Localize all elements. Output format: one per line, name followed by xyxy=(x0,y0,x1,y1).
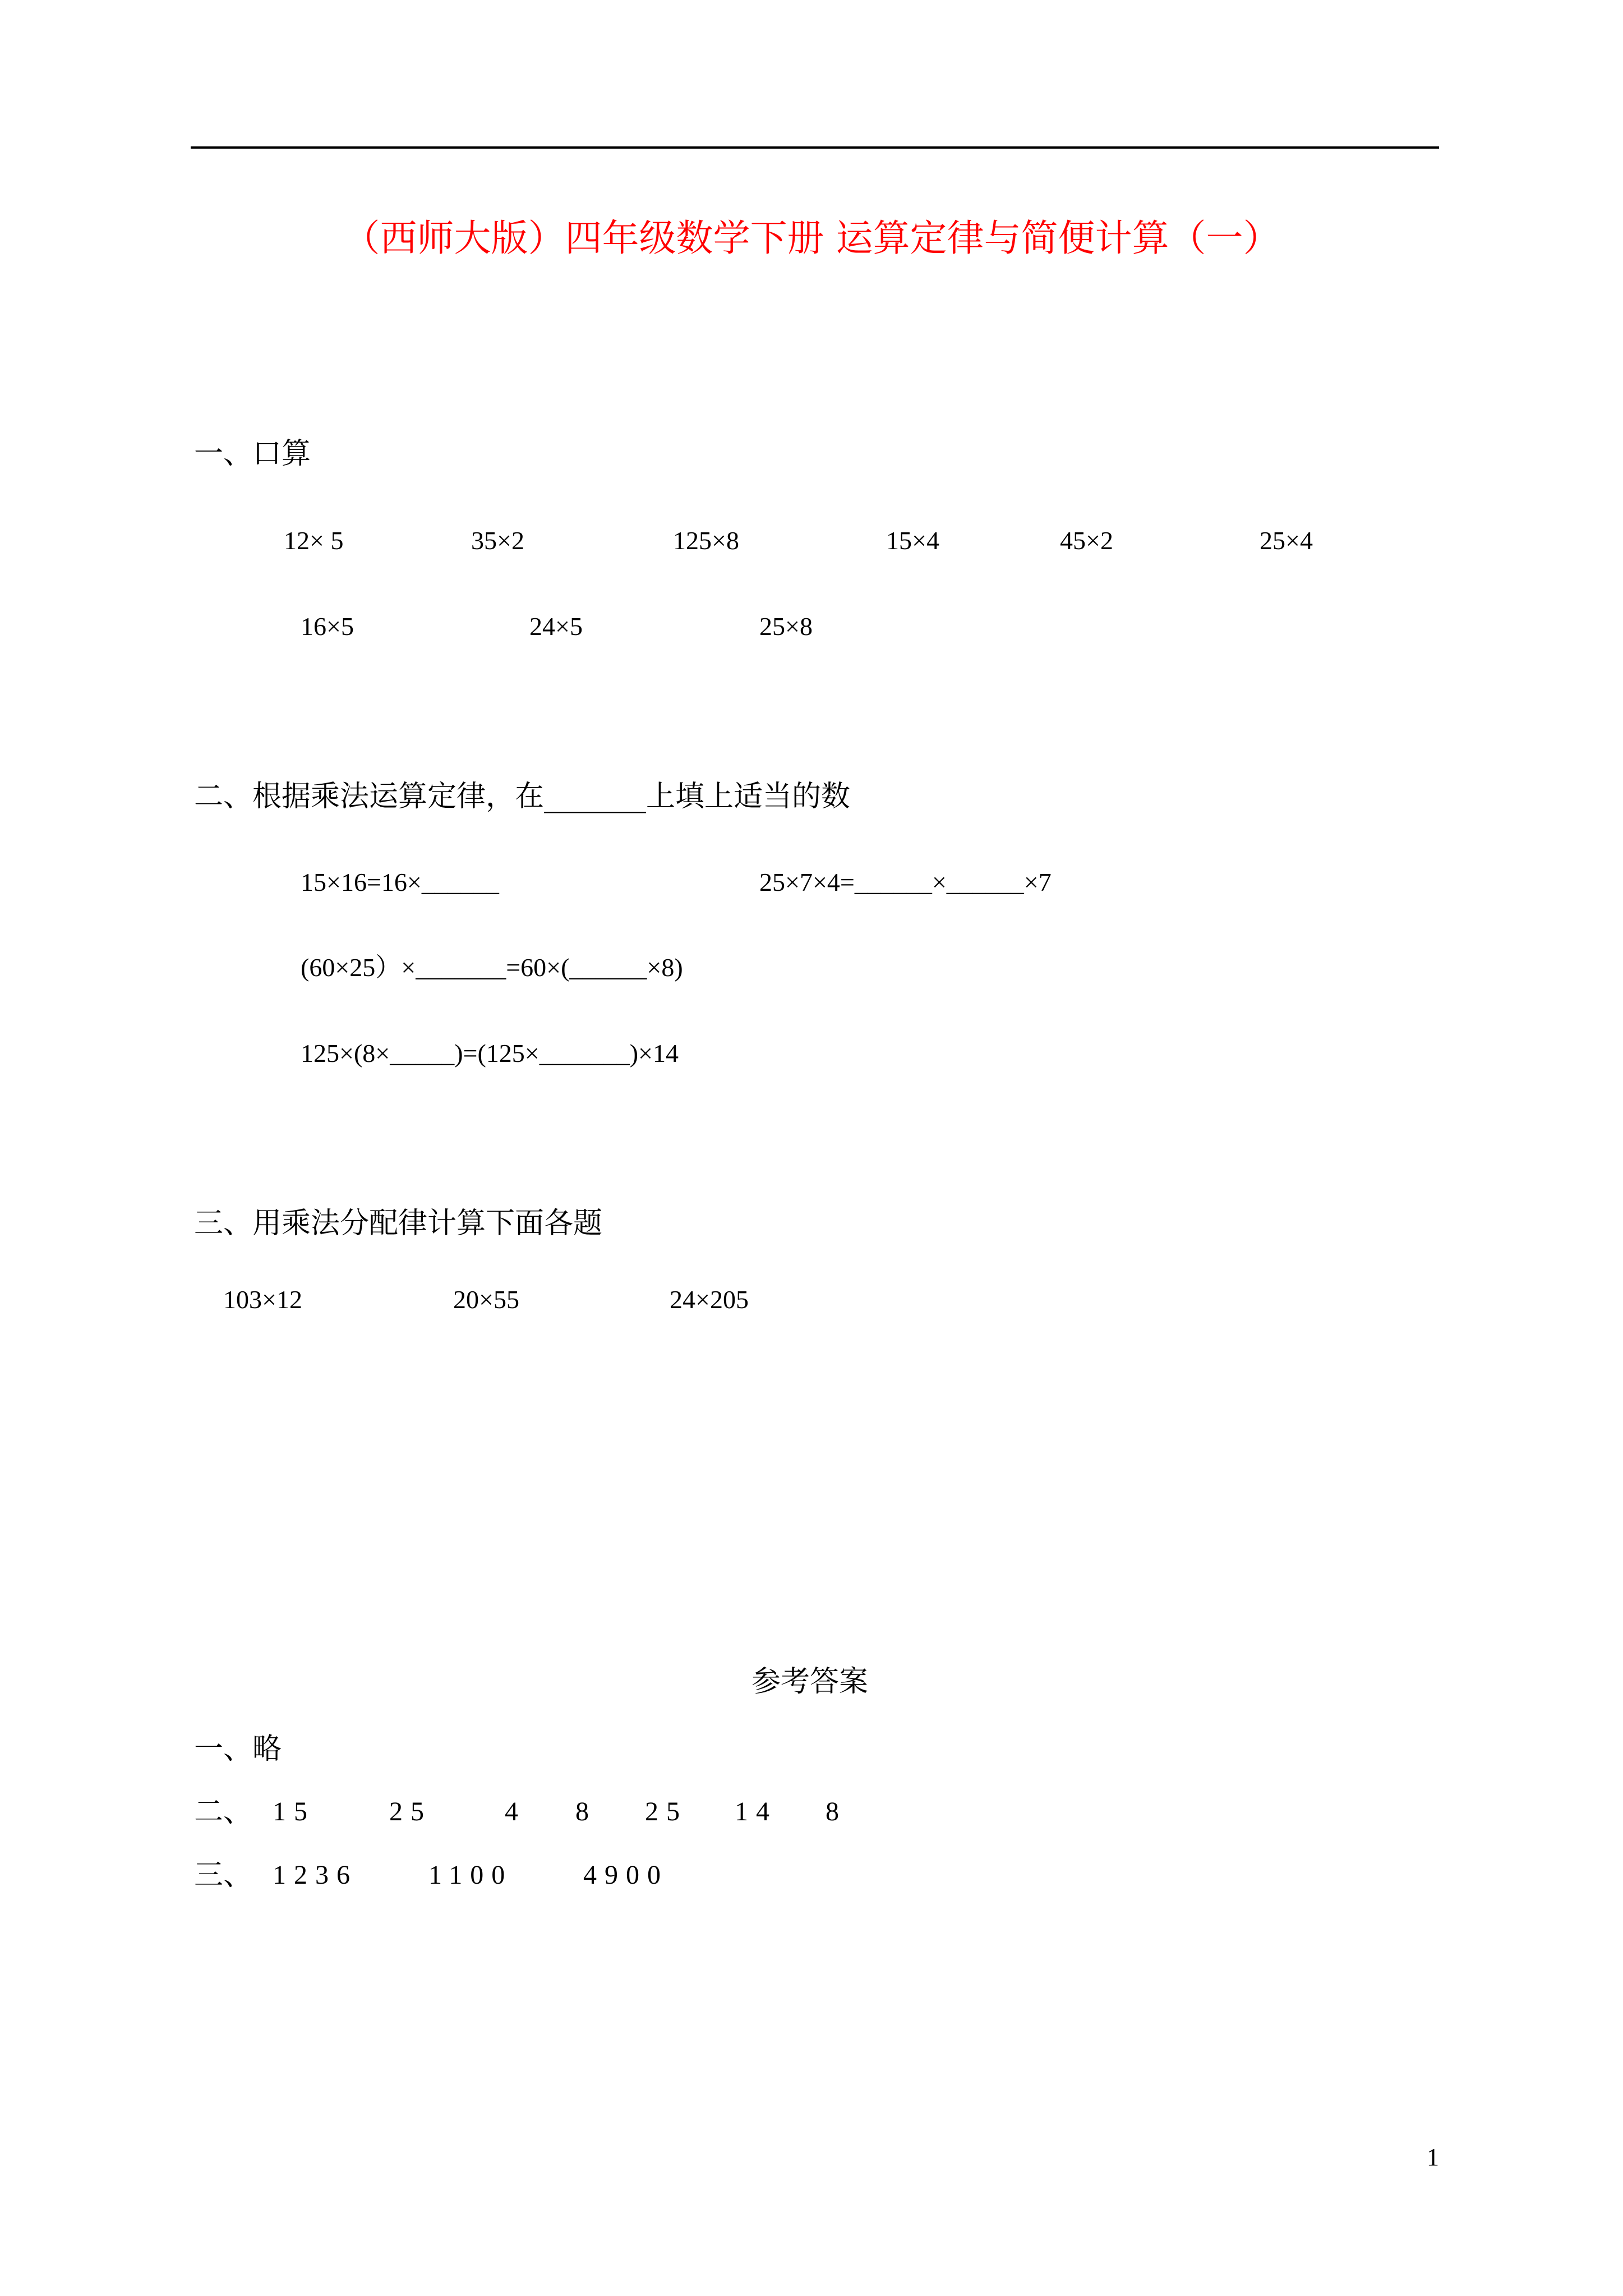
oral-calc-item: 24×5 xyxy=(529,612,583,641)
answer-value: 25 xyxy=(645,1797,688,1826)
answer-value: 8 xyxy=(575,1797,597,1826)
oral-calc-item: 16×5 xyxy=(301,612,354,641)
answer-value: 14 xyxy=(735,1797,777,1826)
document-title: （西师大版）四年级数学下册 运算定律与简便计算（一） xyxy=(343,217,1280,260)
answer-line-1: 一、略 xyxy=(194,1732,282,1766)
answer-value: 4900 xyxy=(583,1860,668,1890)
fill-blank-item: 15×16=16×______ xyxy=(301,868,499,896)
answer-value: 8 xyxy=(826,1797,847,1826)
oral-calc-item: 125×8 xyxy=(673,526,739,555)
section-1-heading: 一、口算 xyxy=(194,437,311,471)
answer-value: 15 xyxy=(273,1797,315,1826)
answer-line-2-label: 二、 xyxy=(194,1795,253,1829)
answer-value: 4 xyxy=(505,1797,526,1826)
fill-blank-item: 125×(8×_____)=(125×_______)×14 xyxy=(301,1039,679,1068)
answer-value: 1100 xyxy=(428,1860,513,1890)
oral-calc-item: 15×4 xyxy=(886,526,939,555)
fill-blank-item: 25×7×4=______×______×7 xyxy=(759,868,1052,896)
oral-calc-item: 12× 5 xyxy=(284,526,344,555)
section-2-heading: 二、根据乘法运算定律，在_______上填上适当的数 xyxy=(194,780,851,813)
answer-value: 25 xyxy=(389,1797,432,1826)
page-number: 1 xyxy=(1427,2143,1439,2171)
section-3-heading: 三、用乘法分配律计算下面各题 xyxy=(194,1207,603,1240)
answers-heading: 参考答案 xyxy=(751,1665,869,1699)
answer-line-3-label: 三、 xyxy=(194,1858,253,1892)
oral-calc-item: 35×2 xyxy=(471,526,524,555)
answer-value: 1236 xyxy=(273,1860,358,1890)
distributive-item: 103×12 xyxy=(223,1285,302,1314)
oral-calc-item: 25×4 xyxy=(1260,526,1313,555)
oral-calc-item: 45×2 xyxy=(1060,526,1113,555)
distributive-item: 24×205 xyxy=(670,1285,749,1314)
distributive-item: 20×55 xyxy=(453,1285,519,1314)
header-rule xyxy=(191,146,1439,149)
fill-blank-item: (60×25）×_______=60×(______×8) xyxy=(301,953,683,982)
oral-calc-item: 25×8 xyxy=(759,612,813,641)
